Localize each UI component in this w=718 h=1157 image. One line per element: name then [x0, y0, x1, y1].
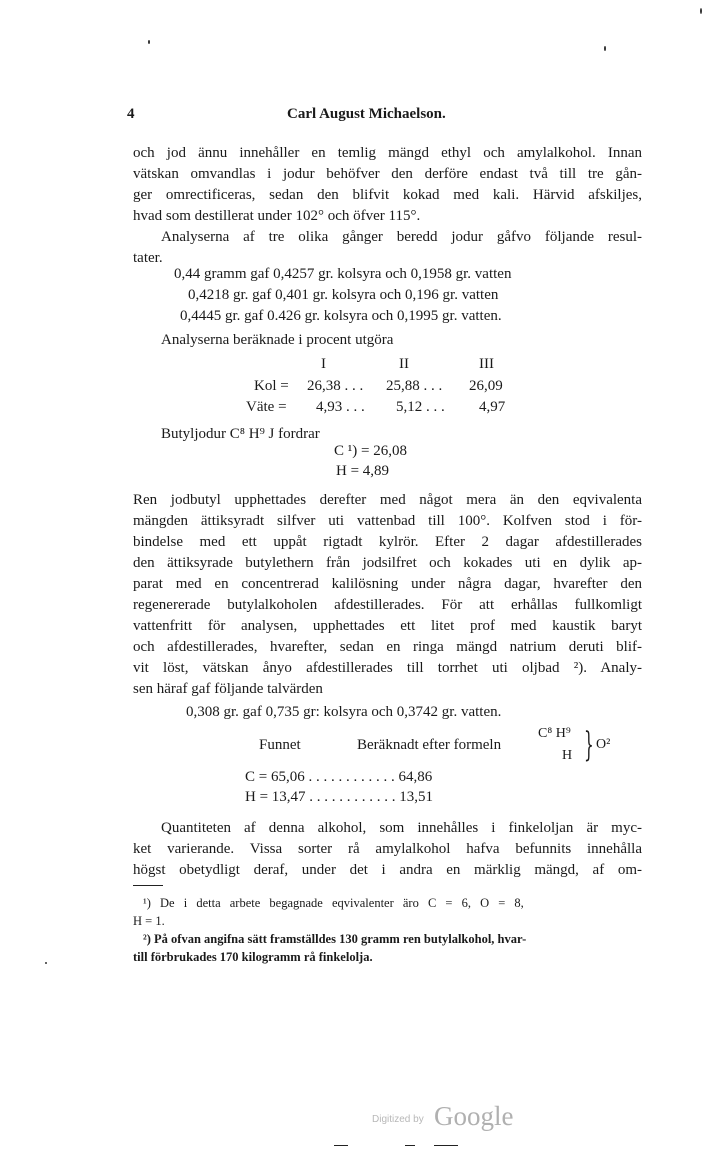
- butyl-intro: Butyljodur C⁸ H⁹ J fordrar: [161, 426, 320, 442]
- page-number: 4: [127, 106, 135, 122]
- bottom-mark: [434, 1145, 458, 1146]
- google-watermark: Google: [434, 1101, 514, 1131]
- compare-col-formula: Beräknadt efter formeln: [357, 737, 502, 753]
- text-line: hvad som destillerat under 102° och öfver 115°.: [133, 208, 421, 224]
- vate-value-ii: 5,12 . . .: [396, 399, 445, 415]
- scan-speck: [45, 962, 47, 964]
- scan-speck: [700, 8, 702, 14]
- footnote-2-line2: till förbrukades 170 kilogramm rå finkelolja.: [133, 950, 373, 964]
- text-line: och afdestillerades, hvarefter, sedan en ringa mängd natrium deruti blif-: [133, 639, 642, 655]
- text-line: ket varierande. Vissa sorter rå amylalkohol hafva befunnits innehålla: [133, 841, 642, 857]
- col-header-ii: II: [399, 356, 409, 372]
- kol-value-iii: 26,09: [469, 378, 503, 394]
- result-line: 0,4218 gr. gaf 0,401 gr. kolsyra och 0,196 gr. vatten: [188, 287, 499, 303]
- scan-speck: [148, 40, 150, 44]
- kol-value-ii: 25,88 . . .: [386, 378, 443, 394]
- bottom-mark: [405, 1145, 415, 1146]
- text-line: Ren jodbutyl upphettades derefter med något mera än den eqvivalenta: [133, 492, 642, 508]
- footnote-2-line1: ²) På ofvan angifna sätt framställdes 130 gramm ren butylalkohol, hvar-: [143, 932, 527, 946]
- result-line: 0,4445 gr. gaf 0.426 gr. kolsyra och 0,1995 gr. vatten.: [180, 308, 502, 324]
- result2-line: 0,308 gr. gaf 0,735 gr: kolsyra och 0,3742 gr. vatten.: [186, 704, 502, 720]
- text-line: sen häraf gaf följande talvärden: [133, 681, 323, 697]
- scan-speck: [604, 46, 606, 51]
- running-title: Carl August Michaelson.: [287, 106, 446, 122]
- text-line: den ättiksyrade butylethern från jodsilfret och kokades uti en dylik ap-: [133, 555, 642, 571]
- result-line: 0,44 gramm gaf 0,4257 gr. kolsyra och 0,1958 gr. vatten: [174, 266, 512, 282]
- butyl-c-line: C ¹) = 26,08: [334, 443, 407, 459]
- vate-value-i: 4,93 . . .: [316, 399, 365, 415]
- digitized-by-label: Digitized by: [372, 1114, 424, 1125]
- analyses-intro: Analyserna beräknade i procent utgöra: [161, 332, 394, 348]
- text-line: vit löst, vätskan ånyo afdestillerades till torrhet uti oljbad ²). Analy-: [133, 660, 642, 676]
- text-line: ger omrectificeras, sedan den blifvit kokad med kali. Härvid afskiljes,: [133, 187, 642, 203]
- footnote-1-line1: ¹) De i detta arbete begagnade eqvivalenter äro C = 6, O = 8,: [143, 896, 524, 910]
- kol-value-i: 26,38 . . .: [307, 378, 364, 394]
- text-line: regenererade butylalkoholen afdestillerades. För att erhållas fullkomligt: [133, 597, 642, 613]
- col-header-i: I: [321, 356, 326, 372]
- text-line: Analyserna af tre olika gånger beredd jodur gåfvo följande resul-: [161, 229, 642, 245]
- text-line: Quantiteten af denna alkohol, som innehålles i finkeloljan är myc-: [161, 820, 642, 836]
- footnote-1-line2: H = 1.: [133, 914, 165, 928]
- row-label-vate: Väte =: [246, 399, 287, 415]
- text-line: parat med en concentrerad kalilösning under några dagar, hvarefter den: [133, 576, 642, 592]
- bottom-mark: [334, 1145, 348, 1146]
- footnote-separator: [133, 885, 163, 886]
- compare-row-c: C = 65,06 . . . . . . . . . . . . 64,86: [245, 769, 433, 785]
- text-line: tater.: [133, 250, 163, 266]
- text-line: och jod ännu innehåller en temlig mängd ethyl och amylalkohol. Innan: [133, 145, 642, 161]
- col-header-iii: III: [479, 356, 494, 372]
- compare-col-funnet: Funnet: [259, 737, 301, 753]
- text-line: mängden ättiksyradt silfver uti vattenbad till 100°. Kolfven stod i för-: [133, 513, 642, 529]
- text-line: bindelse med ett uppåt rigtadt kylrör. Efter 2 dagar afdestillerades: [133, 534, 642, 550]
- text-line: vätskan omvandlas i jodur behöfver den derföre endast två till tre gån-: [133, 166, 642, 182]
- formula-bottom: H: [562, 748, 573, 763]
- butyl-h-line: H = 4,89: [336, 463, 390, 479]
- formula-top: C⁸ H⁹: [538, 726, 571, 741]
- vate-value-iii: 4,97: [479, 399, 506, 415]
- text-line: vattenfritt för analysen, upphettades ett litet prof med kaustik baryt: [133, 618, 642, 634]
- text-line: högst obetydligt deraf, under det i andra en märklig mängd, af om-: [133, 862, 642, 878]
- formula-brace: }: [583, 725, 594, 765]
- row-label-kol: Kol =: [254, 378, 289, 394]
- formula-right: O²: [596, 737, 611, 752]
- compare-row-h: H = 13,47 . . . . . . . . . . . . 13,51: [245, 789, 434, 805]
